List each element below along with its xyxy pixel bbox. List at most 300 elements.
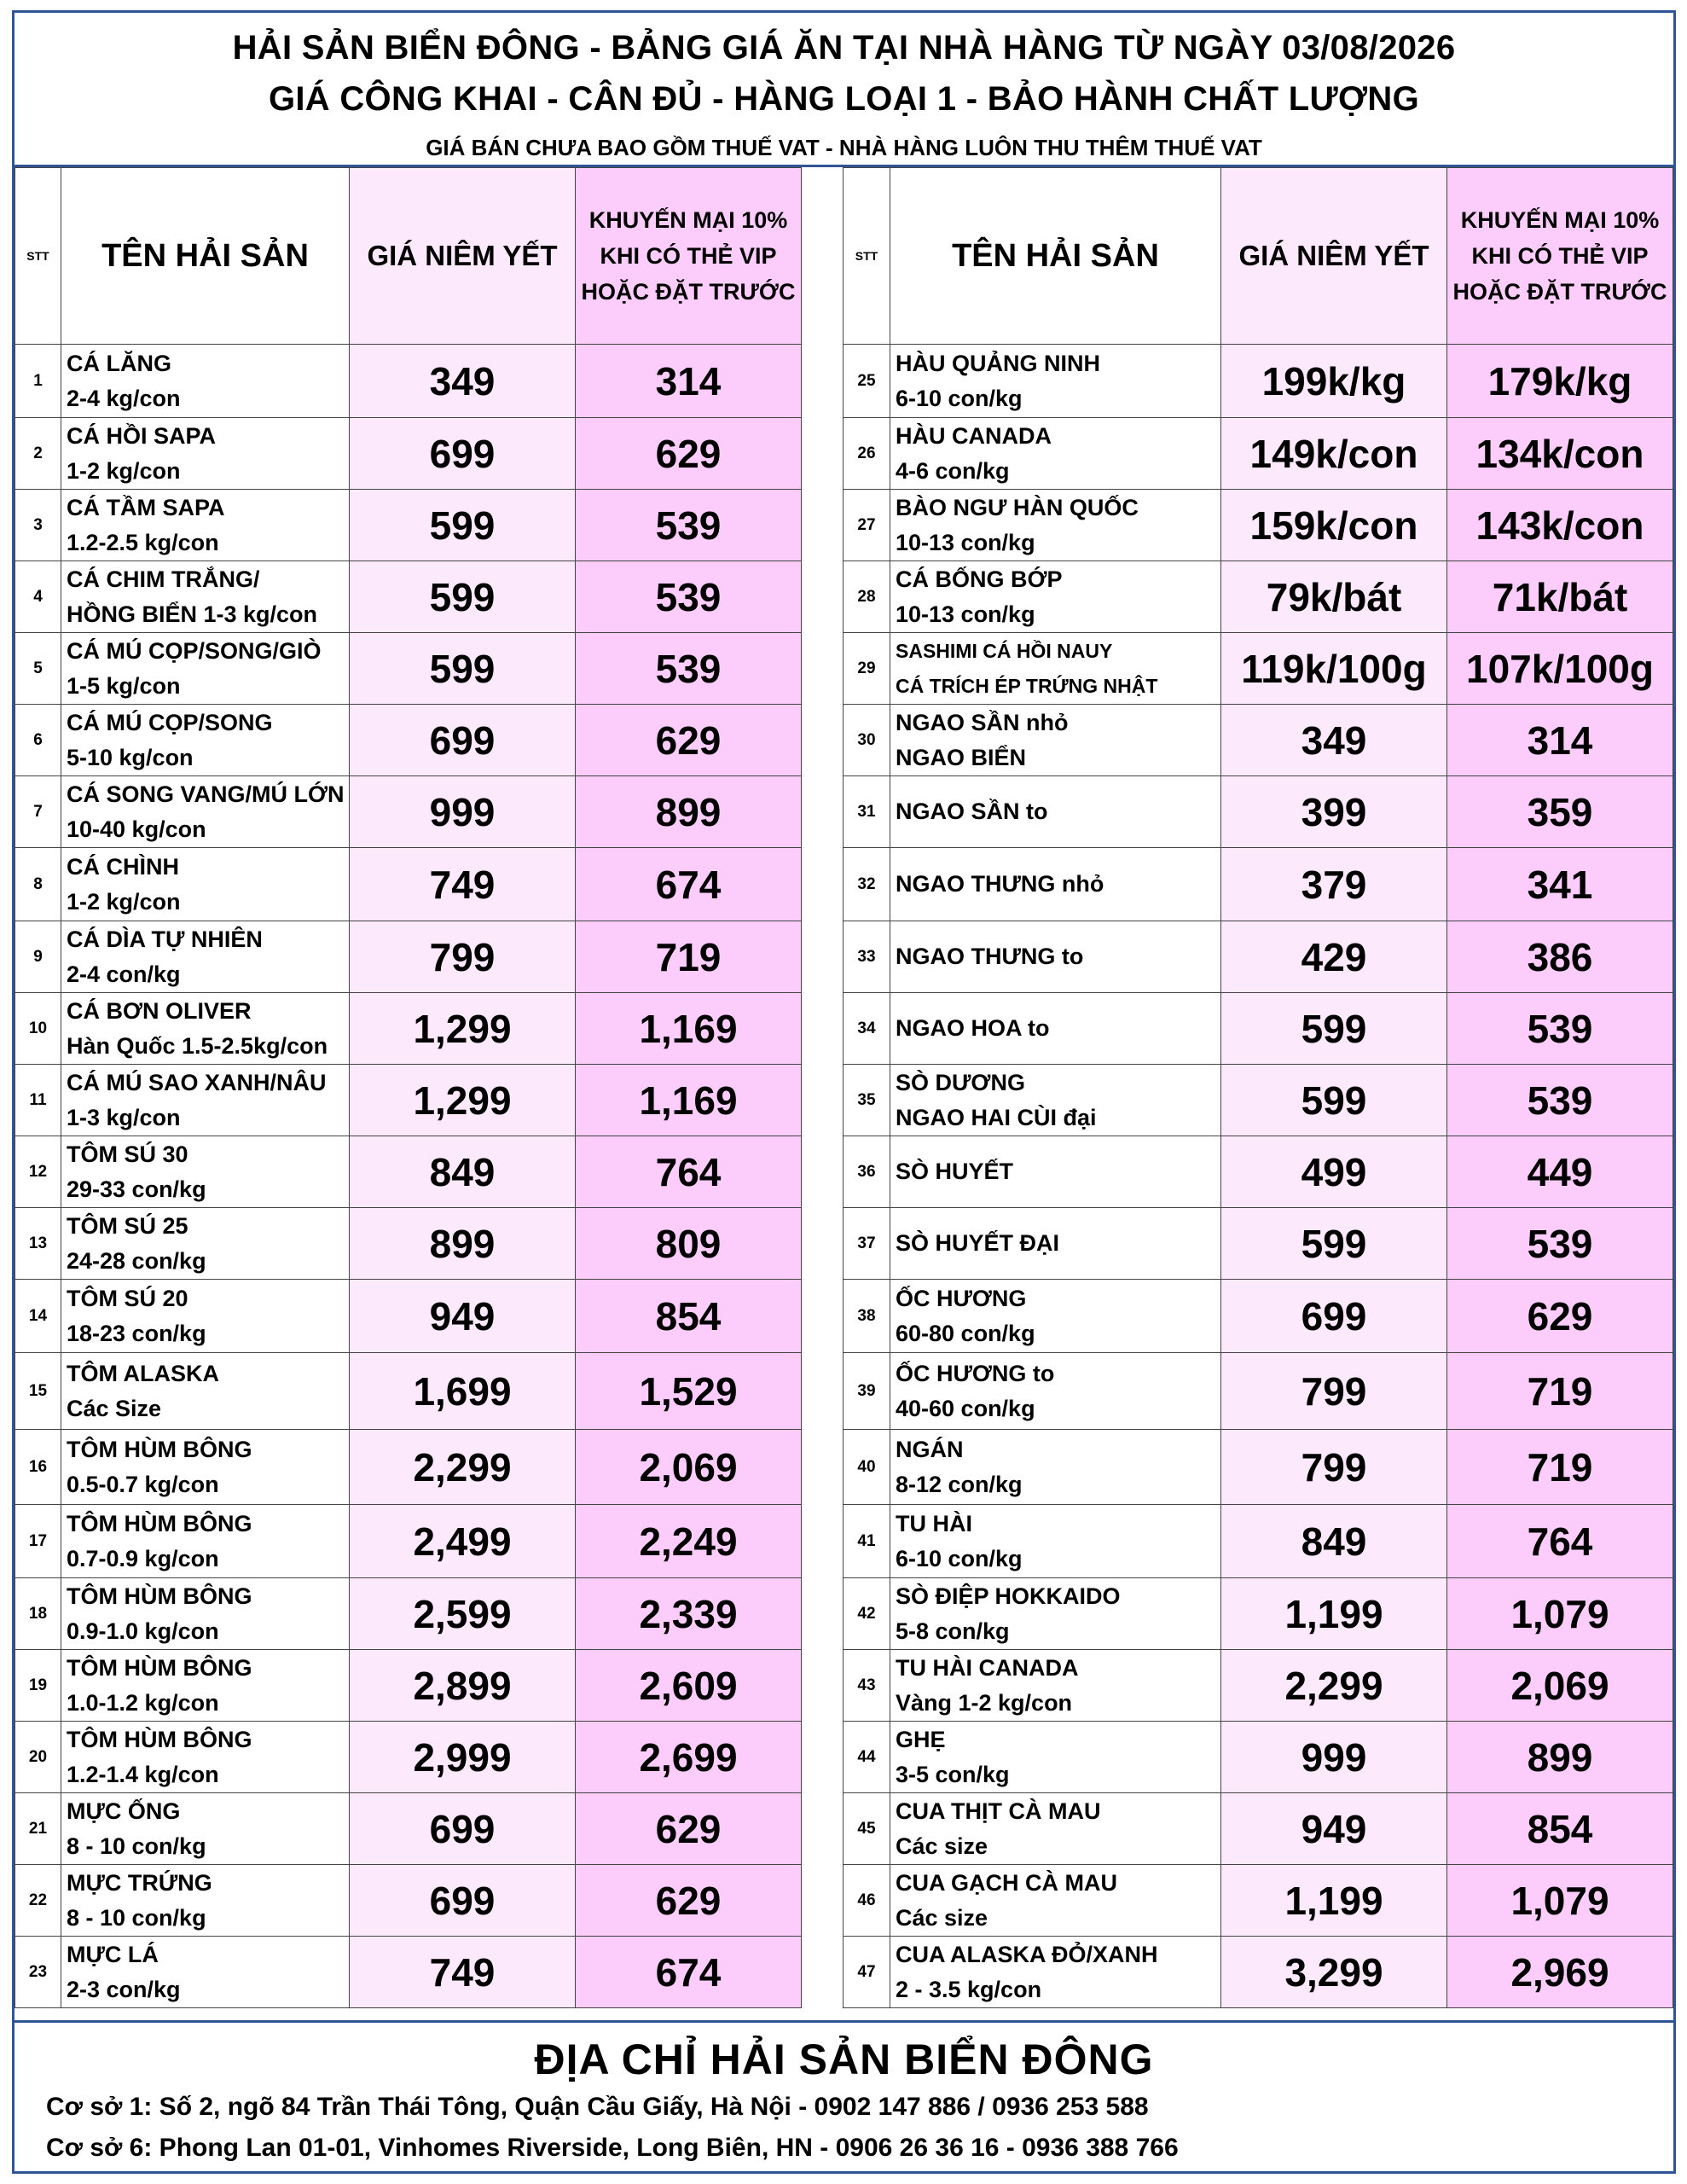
row-listed-price: 599: [1221, 1065, 1447, 1136]
item-name-line2: NGAO BIỂN: [896, 744, 1027, 770]
promo-header-line2: KHI CÓ THẺ VIP: [600, 243, 777, 269]
row-stt: 12: [15, 1136, 61, 1208]
item-name-line1: CÁ MÚ CỌP/SONG: [67, 709, 273, 735]
row-item-name: [61, 1793, 350, 1865]
header-vat-note: GIÁ BÁN CHƯA BAO GỒM THUẾ VAT - NHÀ HÀNG LUÔN THU THÊM THUẾ VAT: [426, 135, 1262, 160]
address-branch-1: Cơ sở 1: Số 2, ngõ 84 Trần Thái Tông, Quận Cầu Giấy, Hà Nội - 0902 147 886 / 0936 253 588: [46, 2093, 1149, 2121]
item-name-line2: 10-40 kg/con: [67, 816, 206, 842]
row-item-name: [61, 1065, 350, 1136]
row-stt: 27: [844, 490, 890, 561]
table-row: [844, 1937, 1673, 2008]
row-stt: 8: [15, 848, 61, 921]
table-row: [844, 993, 1673, 1065]
column-header-stt: STT: [844, 168, 890, 345]
row-item-name: [61, 1650, 350, 1722]
row-promo-price: 2,609: [576, 1650, 802, 1722]
item-name-line2: 0.9-1.0 kg/con: [67, 1618, 219, 1644]
item-name-line1: CÁ BƠN OLIVER: [67, 997, 252, 1024]
row-listed-price: 699: [1221, 1280, 1447, 1353]
row-stt: 9: [15, 921, 61, 993]
item-name-line2: 1.2-2.5 kg/con: [67, 529, 219, 555]
row-item-name: [61, 1722, 350, 1793]
item-name-line1: NGAO SẦN nhỏ: [896, 709, 1069, 735]
table-row: [15, 1793, 802, 1865]
table-row: [844, 1136, 1673, 1208]
row-listed-price: 999: [350, 776, 576, 848]
row-listed-price: 749: [350, 1937, 576, 2008]
row-item-name: [61, 1280, 350, 1353]
row-stt: 6: [15, 705, 61, 776]
row-promo-price: 629: [576, 1793, 802, 1865]
promo-header-line2: KHI CÓ THẺ VIP: [1471, 243, 1649, 269]
item-name-line2: 3-5 con/kg: [896, 1761, 1010, 1787]
item-name-line1: CUA THỊT CÀ MAU: [896, 1798, 1101, 1824]
row-listed-price: 2,599: [350, 1578, 576, 1650]
item-name-line1: GHẸ: [896, 1726, 946, 1752]
row-stt: 32: [844, 848, 890, 921]
row-promo-price: 359: [1447, 776, 1673, 848]
row-promo-price: 539: [576, 490, 802, 561]
row-promo-price: 539: [576, 561, 802, 633]
column-header-promo: [576, 168, 802, 345]
item-name-line1: SÒ DƯƠNG: [896, 1069, 1025, 1095]
row-item-name: [61, 1208, 350, 1280]
table-row: [15, 1065, 802, 1136]
row-promo-price: 1,079: [1447, 1865, 1673, 1937]
row-promo-price: 107k/100g: [1447, 633, 1673, 705]
column-header-price: GIÁ NIÊM YẾT: [1221, 168, 1447, 345]
row-promo-price: 2,249: [576, 1505, 802, 1578]
row-listed-price: 2,299: [350, 1430, 576, 1505]
table-row: [15, 705, 802, 776]
item-name-line2: 1-3 kg/con: [67, 1104, 181, 1130]
row-stt: 19: [15, 1650, 61, 1722]
table-row: [15, 561, 802, 633]
row-listed-price: 799: [1221, 1430, 1447, 1505]
row-promo-price: 899: [1447, 1722, 1673, 1793]
item-name-line2: 1-5 kg/con: [67, 672, 181, 699]
row-promo-price: 899: [576, 776, 802, 848]
row-listed-price: 199k/kg: [1221, 345, 1447, 418]
row-listed-price: 799: [1221, 1353, 1447, 1430]
row-promo-price: 2,069: [576, 1430, 802, 1505]
table-body-left: [15, 345, 802, 2008]
table-row: [15, 1353, 802, 1430]
row-item-name: [890, 848, 1221, 921]
item-name-line2: 1-2 kg/con: [67, 457, 181, 484]
row-item-name: [890, 490, 1221, 561]
row-item-name: [61, 848, 350, 921]
row-item-name: [890, 561, 1221, 633]
item-name-line1: BÀO NGƯ HÀN QUỐC: [896, 494, 1139, 520]
row-listed-price: 349: [350, 345, 576, 418]
row-listed-price: 799: [350, 921, 576, 993]
row-listed-price: 1,199: [1221, 1865, 1447, 1937]
item-name-line1: CUA ALASKA ĐỎ/XANH: [896, 1941, 1158, 1967]
table-header-row: [844, 168, 1673, 345]
row-listed-price: 1,199: [1221, 1578, 1447, 1650]
item-name-line1: TÔM SÚ 25: [67, 1212, 188, 1239]
row-item-name: [890, 1650, 1221, 1722]
row-promo-price: 854: [1447, 1793, 1673, 1865]
row-stt: 26: [844, 418, 890, 490]
row-listed-price: 949: [1221, 1793, 1447, 1865]
row-promo-price: 629: [1447, 1280, 1673, 1353]
table-row: [15, 1280, 802, 1353]
row-promo-price: 719: [1447, 1353, 1673, 1430]
column-header-stt: STT: [15, 168, 61, 345]
row-stt: 45: [844, 1793, 890, 1865]
item-name-line2: Vàng 1-2 kg/con: [896, 1689, 1073, 1716]
item-name-line2: 8 - 10 con/kg: [67, 1904, 206, 1931]
item-name-line2: 0.7-0.9 kg/con: [67, 1545, 219, 1571]
table-row: [15, 921, 802, 993]
row-stt: 14: [15, 1280, 61, 1353]
item-name-line2: 4-6 con/kg: [896, 457, 1010, 484]
price-board-header: [12, 10, 1676, 167]
row-listed-price: 349: [1221, 705, 1447, 776]
row-item-name: [61, 705, 350, 776]
item-name-line2: CÁ TRÍCH ÉP TRỨNG NHẬT: [896, 674, 1158, 697]
row-promo-price: 629: [576, 705, 802, 776]
table-row: [844, 1793, 1673, 1865]
item-name-line2: 1.0-1.2 kg/con: [67, 1689, 219, 1716]
row-promo-price: 809: [576, 1208, 802, 1280]
column-header-price: GIÁ NIÊM YẾT: [350, 168, 576, 345]
item-name-line1: CÁ SONG VANG/MÚ LỚN: [67, 781, 345, 807]
column-header-name: TÊN HẢI SẢN: [61, 168, 350, 345]
row-promo-price: 719: [576, 921, 802, 993]
table-row: [844, 1065, 1673, 1136]
item-name-line2: 2-4 kg/con: [67, 385, 181, 411]
row-item-name: [890, 1865, 1221, 1937]
row-promo-price: 2,069: [1447, 1650, 1673, 1722]
table-row: [15, 1208, 802, 1280]
table-header-row: [15, 168, 802, 345]
row-listed-price: 2,499: [350, 1505, 576, 1578]
table-body-right: [844, 345, 1673, 2008]
row-promo-price: 539: [1447, 1208, 1673, 1280]
row-listed-price: 699: [350, 705, 576, 776]
table-row: [15, 1937, 802, 2008]
row-listed-price: 149k/con: [1221, 418, 1447, 490]
row-promo-price: 386: [1447, 921, 1673, 993]
table-row: [844, 418, 1673, 490]
row-listed-price: 599: [350, 490, 576, 561]
table-row: [15, 1430, 802, 1505]
item-name-line2: 5-10 kg/con: [67, 744, 194, 770]
item-name-line1: MỰC TRỨNG: [67, 1869, 212, 1896]
item-name-line2: 24-28 con/kg: [67, 1247, 206, 1274]
promo-header-line3: HOẶC ĐẶT TRƯỚC: [581, 279, 796, 305]
promo-header-line1: KHUYẾN MẠI 10%: [1460, 207, 1660, 233]
table-row: [844, 1208, 1673, 1280]
row-item-name: [890, 1505, 1221, 1578]
item-name-line2: HỒNG BIỂN 1-3 kg/con: [67, 601, 318, 627]
row-promo-price: 1,529: [576, 1353, 802, 1430]
item-name-line2: 60-80 con/kg: [896, 1320, 1035, 1346]
row-stt: 11: [15, 1065, 61, 1136]
row-promo-price: 134k/con: [1447, 418, 1673, 490]
item-name-line1: TÔM HÙM BÔNG: [67, 1654, 252, 1681]
item-name-line1: SÒ HUYẾT: [896, 1159, 1014, 1184]
promo-header-line3: HOẶC ĐẶT TRƯỚC: [1452, 279, 1667, 305]
item-name-line2: 10-13 con/kg: [896, 529, 1035, 555]
row-stt: 33: [844, 921, 890, 993]
row-promo-price: 1,169: [576, 993, 802, 1065]
item-name-line1: CÁ DÌA TỰ NHIÊN: [67, 926, 263, 952]
table-row: [844, 1505, 1673, 1578]
row-item-name: [890, 345, 1221, 418]
row-stt: 5: [15, 633, 61, 705]
row-stt: 18: [15, 1578, 61, 1650]
table-row: [844, 1650, 1673, 1722]
item-name-line2: Các size: [896, 1833, 988, 1859]
row-stt: 3: [15, 490, 61, 561]
table-row: [15, 1136, 802, 1208]
item-name-line1: HÀU CANADA: [896, 422, 1052, 449]
row-item-name: [890, 633, 1221, 705]
row-promo-price: 629: [576, 418, 802, 490]
table-row: [15, 848, 802, 921]
row-listed-price: 849: [1221, 1505, 1447, 1578]
row-promo-price: 2,699: [576, 1722, 802, 1793]
item-name-line2: Các Size: [67, 1395, 162, 1421]
row-item-name: [61, 633, 350, 705]
row-listed-price: 499: [1221, 1136, 1447, 1208]
table-row: [844, 705, 1673, 776]
row-stt: 7: [15, 776, 61, 848]
item-name-line2: 0.5-0.7 kg/con: [67, 1471, 219, 1497]
row-listed-price: 379: [1221, 848, 1447, 921]
row-promo-price: 719: [1447, 1430, 1673, 1505]
table-row: [15, 776, 802, 848]
row-listed-price: 119k/100g: [1221, 633, 1447, 705]
row-listed-price: 3,299: [1221, 1937, 1447, 2008]
row-listed-price: 849: [350, 1136, 576, 1208]
row-promo-price: 71k/bát: [1447, 561, 1673, 633]
table-row: [844, 633, 1673, 705]
row-stt: 17: [15, 1505, 61, 1578]
row-item-name: [890, 1208, 1221, 1280]
row-stt: 40: [844, 1430, 890, 1505]
row-item-name: [61, 776, 350, 848]
header-title: HẢI SẢN BIỂN ĐÔNG - BẢNG GIÁ ĂN TẠI NHÀ HÀNG TỪ NGÀY 03/08/2026: [232, 29, 1456, 67]
row-stt: 37: [844, 1208, 890, 1280]
row-listed-price: 949: [350, 1280, 576, 1353]
item-name-line2: 6-10 con/kg: [896, 1545, 1023, 1571]
row-item-name: [61, 1937, 350, 2008]
table-row: [844, 561, 1673, 633]
row-stt: 34: [844, 993, 890, 1065]
item-name-line1: MỰC ỐNG: [67, 1798, 181, 1824]
table-row: [844, 1430, 1673, 1505]
item-name-line2: Các size: [896, 1904, 988, 1931]
table-row: [15, 1722, 802, 1793]
row-stt: 35: [844, 1065, 890, 1136]
row-item-name: [61, 1865, 350, 1937]
row-promo-price: 2,339: [576, 1578, 802, 1650]
item-name-line1: CUA GẠCH CÀ MAU: [896, 1869, 1117, 1896]
row-listed-price: 749: [350, 848, 576, 921]
table-row: [844, 1353, 1673, 1430]
table-row: [15, 1650, 802, 1722]
row-stt: 25: [844, 345, 890, 418]
row-item-name: [61, 1578, 350, 1650]
item-name-line1: NGAO THƯNG nhỏ: [896, 871, 1104, 897]
item-name-line2: 8 - 10 con/kg: [67, 1833, 206, 1859]
item-name-line1: SÒ HUYẾT ĐẠI: [896, 1230, 1060, 1256]
row-item-name: [61, 561, 350, 633]
row-stt: 10: [15, 993, 61, 1065]
table-row: [15, 345, 802, 418]
row-promo-price: 449: [1447, 1136, 1673, 1208]
row-stt: 22: [15, 1865, 61, 1937]
row-listed-price: 399: [1221, 776, 1447, 848]
row-promo-price: 2,969: [1447, 1937, 1673, 2008]
row-item-name: [61, 1505, 350, 1578]
table-row: [844, 1865, 1673, 1937]
address-footer: [12, 2020, 1676, 2174]
item-name-line2: 2-3 con/kg: [67, 1976, 181, 2002]
item-name-line1: CÁ CHIM TRẮNG/: [67, 566, 260, 592]
item-name-line1: ỐC HƯƠNG to: [896, 1360, 1055, 1386]
row-promo-price: 854: [576, 1280, 802, 1353]
row-item-name: [890, 1430, 1221, 1505]
table-row: [844, 1280, 1673, 1353]
item-name-line2: 29-33 con/kg: [67, 1176, 206, 1202]
item-name-line1: TU HÀI CANADA: [896, 1654, 1079, 1681]
item-name-line1: SASHIMI CÁ HỒI NAUY: [896, 639, 1113, 662]
item-name-line1: HÀU QUẢNG NINH: [896, 350, 1100, 376]
item-name-line2: 10-13 con/kg: [896, 601, 1035, 627]
item-name-line2: 1-2 kg/con: [67, 888, 181, 915]
row-promo-price: 314: [576, 345, 802, 418]
row-promo-price: 674: [576, 848, 802, 921]
row-item-name: [890, 1136, 1221, 1208]
row-stt: 43: [844, 1650, 890, 1722]
row-listed-price: 2,299: [1221, 1650, 1447, 1722]
table-row: [844, 848, 1673, 921]
row-listed-price: 599: [1221, 1208, 1447, 1280]
table-row: [844, 1722, 1673, 1793]
row-promo-price: 179k/kg: [1447, 345, 1673, 418]
row-item-name: [890, 1722, 1221, 1793]
row-promo-price: 539: [1447, 1065, 1673, 1136]
item-name-line2: 6-10 con/kg: [896, 385, 1023, 411]
item-name-line1: ỐC HƯƠNG: [896, 1285, 1027, 1311]
row-promo-price: 629: [576, 1865, 802, 1937]
header-subtitle: GIÁ CÔNG KHAI - CÂN ĐỦ - HÀNG LOẠI 1 - BẢO HÀNH CHẤT LƯỢNG: [268, 80, 1420, 118]
row-stt: 21: [15, 1793, 61, 1865]
item-name-line1: TÔM HÙM BÔNG: [67, 1726, 252, 1752]
row-item-name: [890, 418, 1221, 490]
row-promo-price: 143k/con: [1447, 490, 1673, 561]
address-branch-6: Cơ sở 6: Phong Lan 01-01, Vinhomes Riverside, Long Biên, HN - 0906 26 36 16 - 0936 388 766: [46, 2134, 1179, 2162]
item-name-line1: CÁ LĂNG: [67, 350, 171, 376]
row-stt: 42: [844, 1578, 890, 1650]
row-promo-price: 764: [576, 1136, 802, 1208]
row-item-name: [61, 1136, 350, 1208]
row-item-name: [890, 1578, 1221, 1650]
row-promo-price: 1,079: [1447, 1578, 1673, 1650]
row-stt: 13: [15, 1208, 61, 1280]
row-promo-price: 1,169: [576, 1065, 802, 1136]
row-stt: 1: [15, 345, 61, 418]
row-stt: 20: [15, 1722, 61, 1793]
item-name-line2: 18-23 con/kg: [67, 1320, 206, 1346]
row-promo-price: 341: [1447, 848, 1673, 921]
row-stt: 30: [844, 705, 890, 776]
table-row: [15, 490, 802, 561]
row-promo-price: 674: [576, 1937, 802, 2008]
row-item-name: [61, 418, 350, 490]
column-header-name: TÊN HẢI SẢN: [890, 168, 1221, 345]
row-item-name: [890, 776, 1221, 848]
row-promo-price: 539: [1447, 993, 1673, 1065]
item-name-line1: NGAO HOA to: [896, 1015, 1050, 1041]
row-listed-price: 999: [1221, 1722, 1447, 1793]
table-row: [15, 1578, 802, 1650]
item-name-line2: Hàn Quốc 1.5-2.5kg/con: [67, 1032, 328, 1059]
table-row: [15, 1865, 802, 1937]
item-name-line1: CÁ MÚ CỌP/SONG/GIÒ: [67, 637, 322, 664]
row-listed-price: 1,699: [350, 1353, 576, 1430]
item-name-line2: 5-8 con/kg: [896, 1618, 1010, 1644]
row-stt: 29: [844, 633, 890, 705]
table-row: [844, 921, 1673, 993]
item-name-line1: TÔM HÙM BÔNG: [67, 1583, 252, 1609]
item-name-line2: 8-12 con/kg: [896, 1471, 1023, 1497]
table-row: [15, 418, 802, 490]
row-stt: 23: [15, 1937, 61, 2008]
item-name-line1: TÔM SÚ 20: [67, 1285, 188, 1311]
row-item-name: [61, 921, 350, 993]
row-listed-price: 1,299: [350, 993, 576, 1065]
row-listed-price: 2,999: [350, 1722, 576, 1793]
row-item-name: [61, 1353, 350, 1430]
column-header-promo: [1447, 168, 1673, 345]
row-stt: 44: [844, 1722, 890, 1793]
row-stt: 46: [844, 1865, 890, 1937]
row-stt: 28: [844, 561, 890, 633]
row-listed-price: 599: [1221, 993, 1447, 1065]
row-item-name: [61, 993, 350, 1065]
row-item-name: [61, 1430, 350, 1505]
row-item-name: [890, 1353, 1221, 1430]
row-item-name: [890, 993, 1221, 1065]
item-name-line1: NGAO SẦN to: [896, 799, 1048, 824]
item-name-line1: TÔM SÚ 30: [67, 1141, 188, 1167]
row-item-name: [61, 490, 350, 561]
item-name-line1: SÒ ĐIỆP HOKKAIDO: [896, 1583, 1121, 1609]
table-row: [844, 1578, 1673, 1650]
row-stt: 41: [844, 1505, 890, 1578]
row-listed-price: 599: [350, 633, 576, 705]
row-stt: 4: [15, 561, 61, 633]
table-row: [844, 776, 1673, 848]
row-stt: 39: [844, 1353, 890, 1430]
item-name-line1: CÁ CHÌNH: [67, 853, 179, 880]
row-item-name: [890, 1937, 1221, 2008]
promo-header-line1: KHUYẾN MẠI 10%: [588, 207, 788, 233]
row-promo-price: 764: [1447, 1505, 1673, 1578]
price-table-right: [843, 167, 1673, 2008]
row-stt: 2: [15, 418, 61, 490]
item-name-line1: MỰC LÁ: [67, 1941, 159, 1967]
table-row: [844, 490, 1673, 561]
row-listed-price: 899: [350, 1208, 576, 1280]
